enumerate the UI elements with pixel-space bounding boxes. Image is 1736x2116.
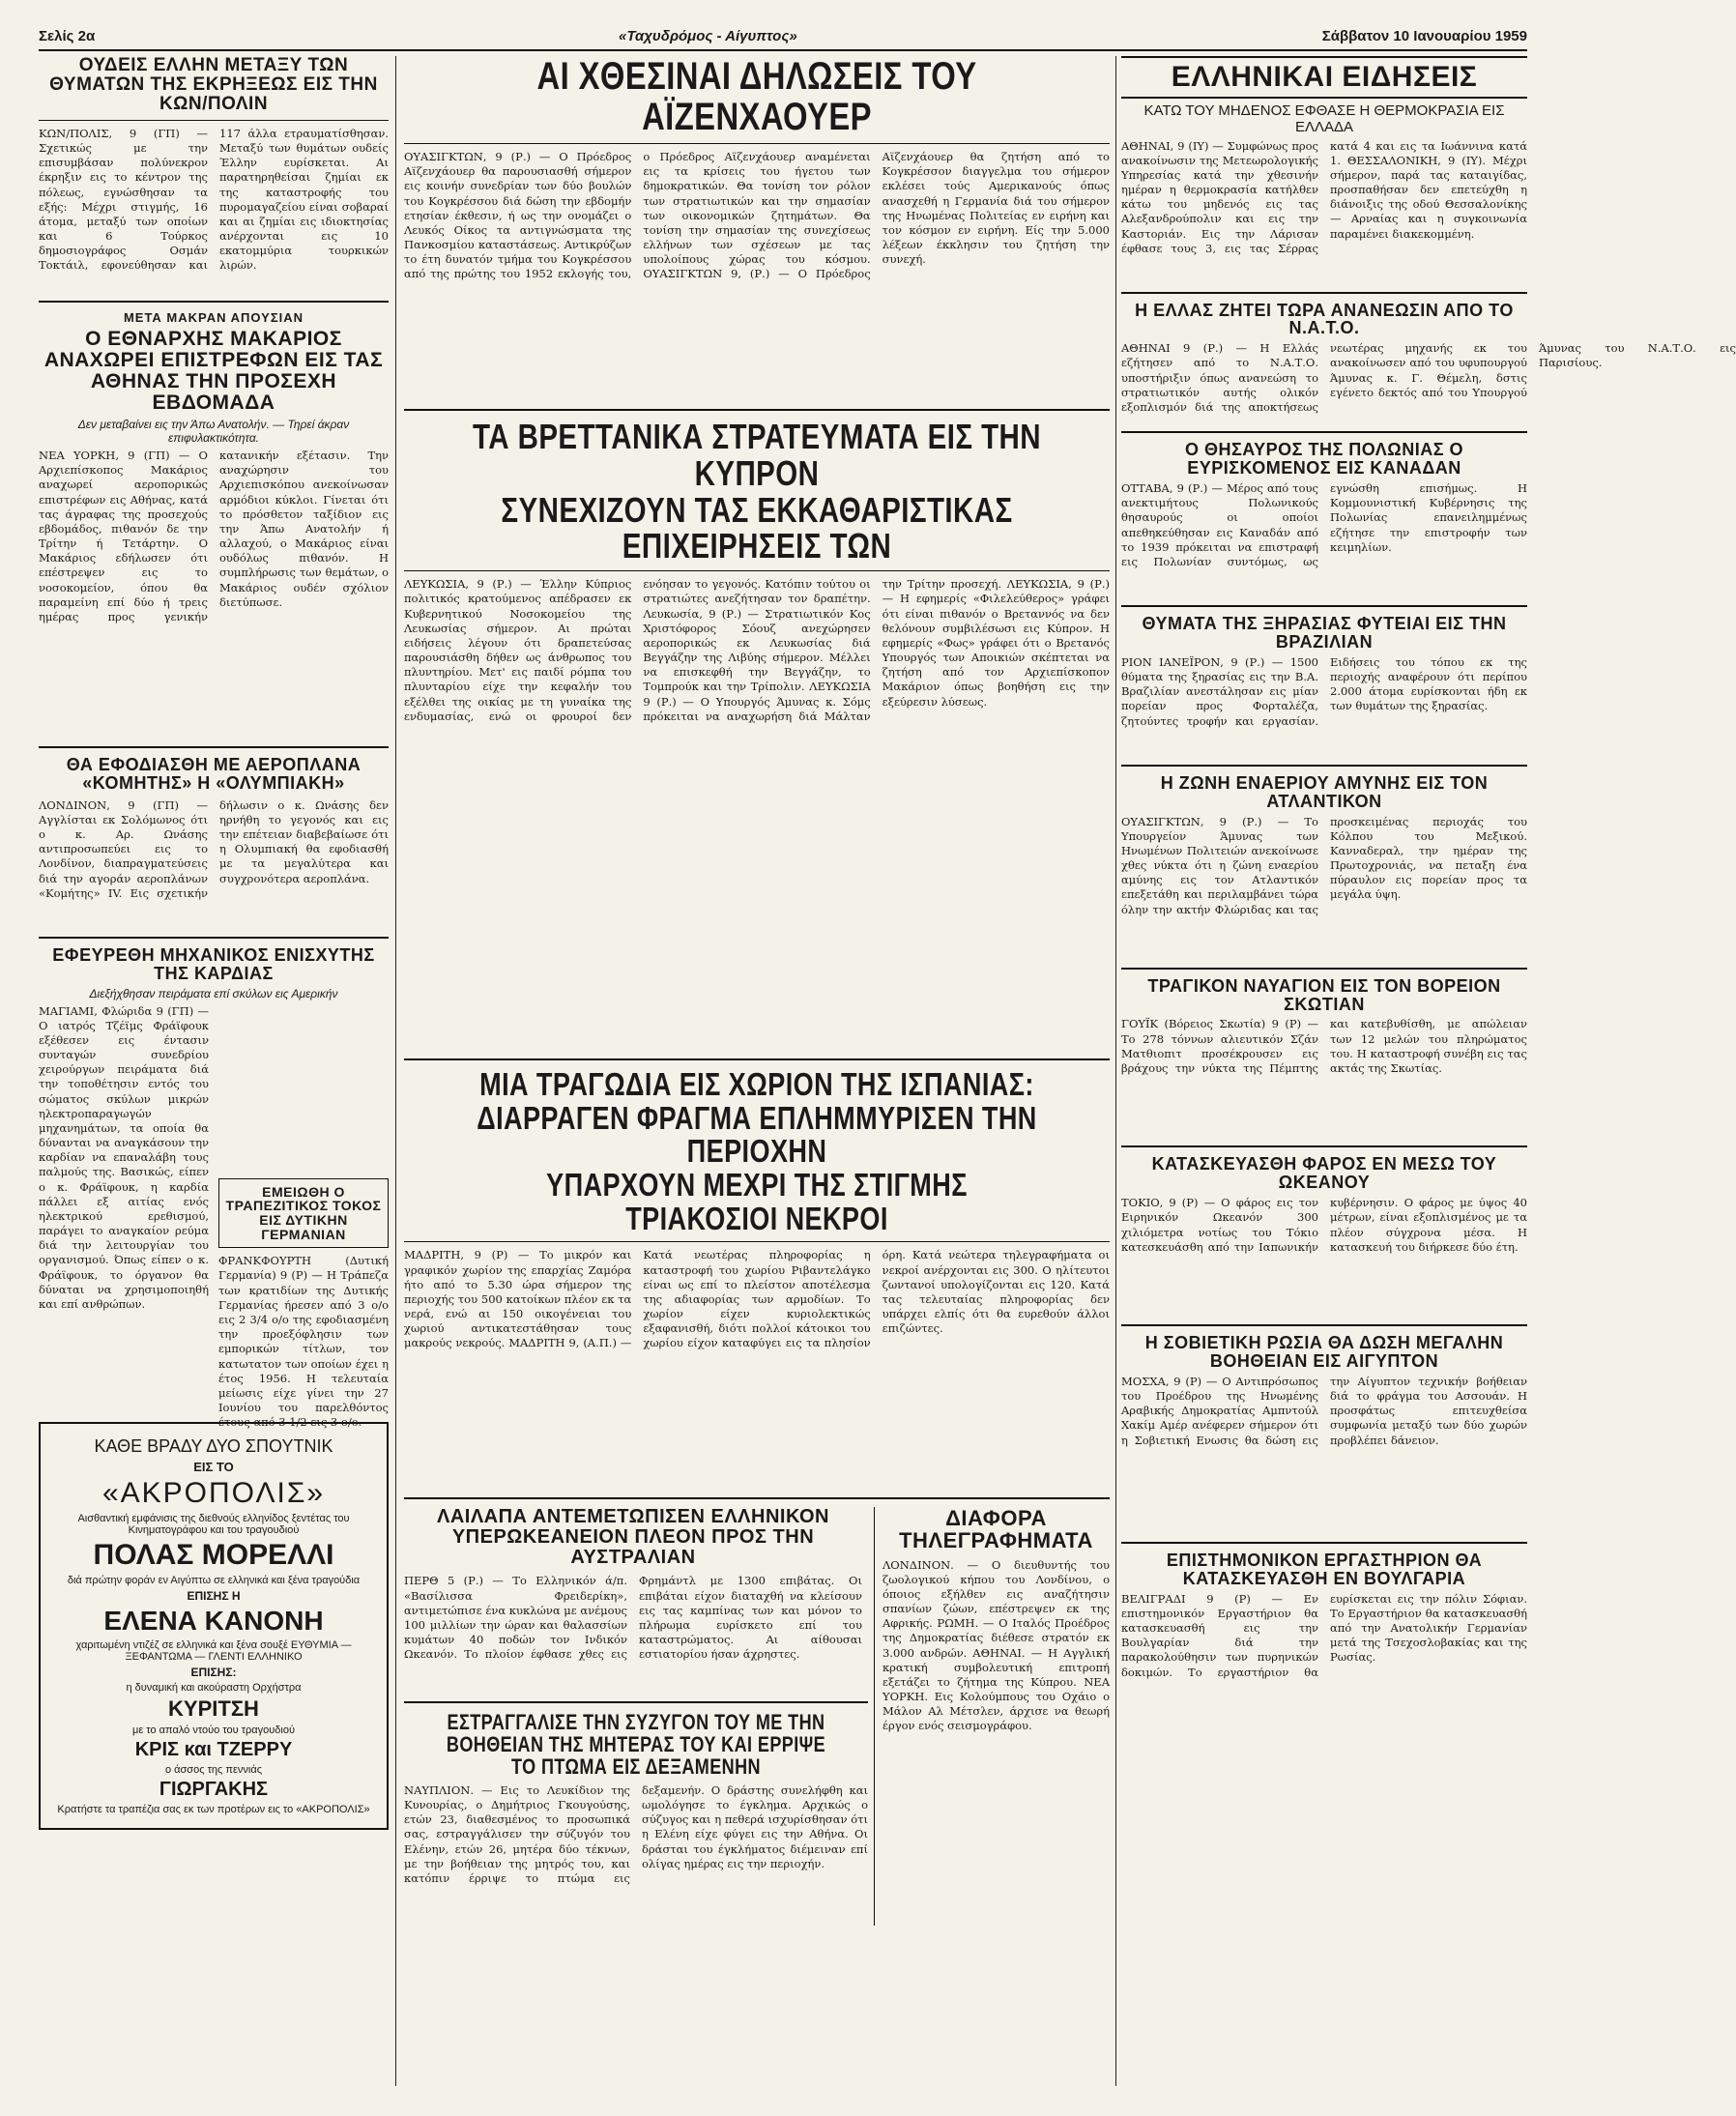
newspaper-name: «Ταχυδρόμος - Αίγυπτος» (619, 28, 797, 44)
headline: ΔΙΑΡΡΑΓΕΝ ΦΡΑΓΜΑ ΕΠΛΗΜΜΥΡΙΣΕΝ ΤΗΝ ΠΕΡΙΟΧΗΝ (477, 1099, 1037, 1170)
article-body: ΠΕΡΘ 5 (Ρ.) — Το Ελληνικόν ά/π. «Βασίλισσα Φρειδερίκη», αντιμετώπισε ένα κυκλώνα με ανέμους 100 μιλλίων την ώραν και θαλασσίων κυμάτων 40 ποδών τον Ινδικόν Ωκεανόν. Το πλοίον έφθασε χθες εις Φρημάντλ με 1300 επιβάτας. Οι επιβάται είχον διαταχθή να κλείσουν εις τας καμπίνας των και μόνον το πλήρωμα ευρίσκετο επί του καταστρώματος. Αι αίθουσαι εστιατορίου ήσαν άχρηστες. (404, 1574, 862, 1662)
headline: ΕΣΤΡΑΓΓΑΛΙΣΕ ΤΗΝ ΣΥΖΥΓΟΝ ΤΟΥ ΜΕ ΤΗΝ ΒΟΗΘΕΙΑΝ ΤΗΣ ΜΗΤΕΡΑΣ ΤΟΥ ΚΑΙ ΕΡΡΙΨΕ ΤΟ ΠΤΩΜΑ ΕΙΣ ΔΕΞΑΜΕΝΗΝ (446, 1709, 826, 1779)
article-nato (1121, 300, 1736, 424)
ad-line: ΕΙΣ ΤΟ (193, 1459, 234, 1474)
article-atlantic-defense (1121, 774, 1527, 960)
article-makarios (39, 310, 389, 739)
headline: ΤΑ ΒΡΕΤΤΑΝΙΚΑ ΣΤΡΑΤΕΥΜΑΤΑ ΕΙΣ ΤΗΝ ΚΥΠΡΟΝ (473, 417, 1041, 493)
subheadline: ΚΑΤΩ ΤΟΥ ΜΗΔΕΝΟΣ ΕΦΘΑΣΕ Η ΘΕΡΜΟΚΡΑΣΙΑ ΕΙΣ ΕΛΛΑΔΑ (1143, 101, 1505, 135)
article-body: ΤΟΚΙΟ, 9 (Ρ) — Ο φάρος εις τον Ειρηνικόν Ωκεανόν 300 χιλιόμετρα νοτίως του Τόκιο κατεσκευάσθη από την Ιαπωνικήν κυβέρνησιν. Ο φάρος με ύψος 40 μέτρων, είναι εξοπλισμένος με τα πλέον σύγχρονα μέσα. Η κατασκευή του διήρκεσε δύο έτη. (1121, 1196, 1527, 1254)
ad-performer: ΚΡΙΣ και ΤΖΕΡΡΥ (134, 1738, 293, 1760)
ad-performer: ΓΙΩΡΓΑΚΗΣ (159, 1778, 269, 1800)
ad-line: με το απαλό ντούο του τραγουδιού (132, 1724, 295, 1736)
article-misc-wires (874, 1507, 1110, 1925)
masthead (39, 24, 1527, 51)
ad-line: Αισθαντική εμφάνισις της διεθνούς ελληνίδος ξεντέτας του Κινηματογράφου και του τραγουδιού (77, 1512, 350, 1536)
article-body: ΟΤΤΑΒΑ, 9 (Ρ.) — Μέρος από τους ανεκτιμήτους Πολωνικούς θησαυρούς οι οποίοι απεθηκεύθησαν εις Καναδάν από το 1939 πρόκειται να επιστραφή εις Πολωνίαν συντόμως, ως εγνώσθη επισήμως. Η Κομμουνιστική Κυβέρνησις της Πολωνίας επανειλημμένως εζήτησε την επιστροφήν των κειμηλίων. (1121, 481, 1527, 568)
article-body: ΑΘΗΝΑΙ 9 (Ρ.) — Η Ελλάς εζήτησεν από το Ν.Α.Τ.Ο. υποστήριξιν όπως ανανεώση το στρατιωτικόν αυτής ολικόν εξοπλισμόν διά της αποκτήσεως νεωτέρας μηχανής εκ του ανακοίνωσεν από του υφυπουργού Άμυνας κ. Γ. Θέμελη, δστις εγένετο δεκτός από του Υπουργού Άμυνας του Ν.Α.Τ.Ο. εις Παρισίους. (1121, 341, 1736, 414)
article-polish-treasure (1121, 441, 1527, 597)
article-eisenhower (404, 56, 1110, 401)
article-shipwreck (1121, 977, 1527, 1139)
headline: ΜΙΑ ΤΡΑΓΩΔΙΑ ΕΙΣ ΧΩΡΙΟΝ ΤΗΣ ΙΣΠΑΝΙΑΣ: (479, 1066, 1034, 1103)
article-body: ΟΥΑΣΙΓΚΤΩΝ, 9 (Ρ.) — Ο Πρόεδρος Αϊζενχάουερ θα παρουσιασθή σήμερον εις κοινήν συνεδρίαν των δύο βουλών του Κογκρέσσου διά δώση την εβδομήν ετησίαν έκθεσιν, ή ως την ονομάζει ο Λευκός Οίκος τα αντιγνώσματα της Πανκοσμίου καταστάσεως. Αντικρύζων το έτη δυνατόν τμήμα του Κογκρέσσου από της πρώτης του 1952 εκλογής του, ο Πρόεδρος Αϊζενχάουερ αναμένεται εις τα κρίσεις του ήγετου των δημοκρατικών. Θα τονίση τον ρόλον των στρατιωτικών και την σημασίαν των οικονομικών ζητημάτων. Θα τονίση την σημασίαν της συνεχίσεως ελλήνων των σχέσεων με τας υπολοίπους χώρας του κόσμου. ΟΥΑΣΙΓΚΤΩΝ 9, (Ρ.) — Ο Πρόεδρος Αϊζενχάουερ θα ζητήση από το Κογκρέσσον διαγγελμα του σήμερον εκλέσει τούς Αμερικανούς όπως ανασχεθή η Γερμανία διά του σήμερον της Ηνωμένας Πολιτείας εν ειρήνη και τον κόσμον εν ειρήνη. Είς την 5.000 λέξεων έκκλησιν του ζητήση την συνεχή. (404, 150, 1110, 281)
article-greek-news (1121, 56, 1527, 284)
headline: ΚΑΤΑΣΚΕΥΑΣΘΗ ΦΑΡΟΣ ΕΝ ΜΕΣΩ ΤΟΥ ΩΚΕΑΝΟΥ (1151, 1154, 1497, 1193)
subheadline: Δεν μεταβαίνει εις την Άπω Ανατολήν. — Τηρεί άκραν επιφυλακτικότητα. (77, 418, 350, 445)
headline: ΣΥΝΕΧΙΖΟΥΝ ΤΑΣ ΕΚΚΑΘΑΡΙΣΤΙΚΑΣ ΕΠΙΧΕΙΡΗΣΕΙΣ ΤΩΝ (501, 489, 1013, 566)
ad-line: ΕΠΙΣΗΣ: (190, 1665, 237, 1679)
article-body: ΡΙΟΝ ΙΑΝΕΪΡΟΝ, 9 (Ρ.) — 1500 θύματα της ξηρασίας εις την Β.Α. Βραζιλίαν ανεστάλησαν εις μίαν πορείαν προς Φορταλέζα, ζητούντες τροφήν και εργασίαν. Ειδήσεις του τόπου εκ της περιοχής αναφέρουν ότι περίπου 2.000 άτομα ευρίσκονται ήδη εκ των θυμάτων της ξηρασίας. (1121, 654, 1527, 728)
headline: ΘΥΜΑΤΑ ΤΗΣ ΞΗΡΑΣΙΑΣ ΦΥΤΕΙΑΙ ΕΙΣ ΤΗΝ ΒΡΑΖΙΛΙΑΝ (1142, 614, 1507, 652)
ad-line: διά πρώτην φοράν εν Αιγύπτω σε ελληνικά και ξένα τραγούδια (67, 1574, 361, 1586)
column-center (404, 56, 1110, 1996)
headline: ΕΠΙΣΤΗΜΟΝΙΚΟΝ ΕΡΓΑΣΤΗΡΙΟΝ ΘΑ ΚΑΤΑΣΚΕΥΑΣΘΗ ΕΝ ΒΟΥΛΓΑΡΙΑ (1166, 1550, 1483, 1588)
headline: ΤΡΑΓΙΚΟΝ ΝΑΥΑΓΙΟΝ ΕΙΣ ΤΟΝ ΒΟΡΕΙΟΝ ΣΚΩΤΙΑΝ (1147, 975, 1501, 1014)
headline: ΛΑΙΛΑΠΑ ΑΝΤΕΜΕΤΩΠΙΣΕΝ ΕΛΛΗΝΙΚΟΝ ΥΠΕΡΩΚΕΑΝΕΙΟΝ ΠΛΕΟΝ ΠΡΟΣ ΤΗΝ ΑΥΣΤΡΑΛΙΑΝ (436, 1506, 829, 1569)
headline: ΕΜΕΙΩΘΗ Ο ΤΡΑΠΕΖΙΤΙΚΟΣ ΤΟΚΟΣ ΕΙΣ ΔΥΤΙΚΗΝ ΓΕΡΜΑΝΙΑΝ (225, 1183, 382, 1242)
article-lighthouse (1121, 1155, 1527, 1317)
article-body: ΝΑΥΠΛΙΟΝ. — Εις το Λευκίδιον της Κυνουρίας, ο Δημήτριος Γκουγούσης, ετών 23, διαθεσμένος το προσωπικά σας, εστραγγάλισεν την σύζυγόν του Ελένην, ετών 26, μητέρα δύο τέκνων, με την βοήθειαν της μητρός του, και κατόπιν έρριψε το πτώμα εις δεξαμενήν. Ο δράστης συνελήφθη και ωμολόγησε το έγκλημα. Αρχικώς ο σύζυγος και η πεθερά ισχυρίσθησαν ότι η Ελένη είχε φύγει εις την Αθήνα. Οι δράσται του έγκλήματος διέμειναν επί ολίγας ημέρας εις την περιοχήν. (404, 1783, 868, 1885)
headline: Ο ΕΘΝΑΡΧΗΣ ΜΑΚΑΡΙΟΣ ΑΝΑΧΩΡΕΙ ΕΠΙΣΤΡΕΦΩΝ ΕΙΣ ΤΑΣ ΑΘΗΝΑΣ ΤΗΝ ΠΡΟΣΕΧΗ ΕΒΔΟΜΑΔΑ (43, 327, 384, 414)
column-divider (1115, 56, 1116, 2086)
article-body: ΛΕΥΚΩΣΙΑ, 9 (Ρ.) — Έλλην Κύπριος πολιτικός κρατούμενος απέδρασεν εκ Κυβερνητικού Νοσοκομείου της Λευκωσίας σήμερον. Αι πρώται ειδήσεις λέγουν ότι δραπετεύσας παρουσιάσθη δήθεν ως άνθρωπος του πλυντηρίου. Μετ' εις παιδί ρόμπα του πλυνταρίου είχε την κεφαλήν του εξέλθει της οικίας με τη γυναίκα της ενδυμασίας, ενώ οι φρουροί δεν ενόησαν το γεγονός. Κατόπιν τούτου οι στρατιώτες ανεζήτησαν τον δραπέτην. Λευκωσία, 9 (Ρ.) — Στρατιωτικόν Κος Χριστόφορος Σόουζ ανεχώρησεν αεροπορικώς εκ Λευκωσίας διά Βεγγάζην της Λιβύης σήμερον. Μέλλει να επισκεφθή την Βεγγάζην, το Τομπρούκ και την Τρίπολιν. ΛΕΥΚΩΣΙΑ 9 (Ρ.) — Ο Υπουργός Άμυνας κ. Σόμς πρόκειται να αναχωρήση διά Μάλταν την Τρίτην προσεχή. ΛΕΥΚΩΣΙΑ, 9 (Ρ.) — Η εφημερίς «Φιλελεύθερος» γράφει ότι είναι πιθανόν ο Βρεταννός να δεν θελόνουν συμβιλέσωσι εις Κύπρον. Η εφημερίς «Φως» γράφει ότι ο Βρετανός Υπουργός των Αποικιών σκέπτεται να ζητήση από τον Αρχιεπίσκοπον Μακάριον όπως βοηθήση εις την εξεύρεσιν λύσεως. (404, 577, 1110, 723)
advertisement-akropolis (39, 1422, 389, 1830)
ad-line: ΚΑΘΕ ΒΡΑΔΥ ΔΥΟ ΣΠΟΥΤΝΙΚ (94, 1435, 333, 1456)
kicker: ΜΕΤΑ ΜΑΚΡΑΝ ΑΠΟΥΣΙΑΝ (123, 309, 304, 325)
headline: ΕΦΕΥΡΕΘΗ ΜΗΧΑΝΙΚΟΣ ΕΝΙΣΧΥΤΗΣ ΤΗΣ ΚΑΡΔΙΑΣ (52, 944, 375, 983)
headline: Η ΕΛΛΑΣ ΖΗΤΕΙ ΤΩΡΑ ΑΝΑΝΕΩΣΙΝ ΑΠΟ ΤΟ Ν.Α.Τ.Ο. (1135, 300, 1514, 338)
ad-performer: ΕΛΕΝΑ ΚΑΝΟΝΗ (103, 1605, 324, 1636)
headline: ΔΙΑΦΟΡΑ ΤΗΛΕΓΡΑΦΗΜΑΤΑ (899, 1506, 1093, 1553)
headline: ΘΑ ΕΦΟΔΙΑΣΘΗ ΜΕ ΑΕΡΟΠΛΑΝΑ «ΚΟΜΗΤΗΣ» Η «ΟΛΥΜΠΙΑΚΗ» (66, 755, 362, 793)
headline: Ο ΘΗΣΑΥΡΟΣ ΤΗΣ ΠΟΛΩΝΙΑΣ Ο ΕΥΡΙΣΚΟΜΕΝΟΣ ΕΙΣ ΚΑΝΑΔΑΝ (1184, 440, 1464, 478)
headline: Η ΣΟΒΙΕΤΙΚΗ ΡΩΣΙΑ ΘΑ ΔΩΣΗ ΜΕΓΑΛΗΝ ΒΟΗΘΕΙΑΝ ΕΙΣ ΑΙΓΥΠΤΟΝ (1144, 1333, 1504, 1372)
article-body: ΚΩΝ/ΠΟΛΙΣ, 9 (ΓΠ) — Σχετικώς με την επισυμβάσαν πολύνεκρον έκρηξιν εις το κέντρον της πόλεως, εγνώσθησαν τα εξής: Μέχρι στιγμής, 16 άτομα, μεταξύ των οποίων και 6 Τούρκος δημοσιογράφος Οσμάν Τοκτάιλ, εφονεύθησαν και 117 άλλα ετραυματίσθησαν. Μεταξύ των θυμάτων ουδείς Έλλην ευρίσκεται. Αι παρατηρηθείσαι ζημίαι εκ της καταστροφής του πυρομαγαζείου είναι σοβαραί και αι ζημίαι εις ιδιοκτησίας ανέρχονται εις 10 εκατομμύρια τουρκικών λιρών. (39, 126, 389, 273)
column-left (39, 56, 389, 1830)
article-spain-dam (404, 1068, 1110, 1490)
ad-venue: «ΑΚΡΟΠΟΛΙΣ» (101, 1476, 326, 1509)
ad-line: ΕΠΙΣΗΣ Η (187, 1588, 241, 1603)
issue-date: Σάββατον 10 Ιανουαρίου 1959 (1321, 28, 1527, 44)
ad-performer: ΠΟΛΑΣ ΜΟΡΕΛΛΙ (93, 1538, 334, 1571)
column-right (1121, 56, 1736, 1761)
column-divider (395, 56, 396, 2086)
article-body: ΛΟΝΔΙΝΟΝ, 9 (ΓΠ) — Αγγλίσται εκ Σολόμωνος ότι ο κ. Αρ. Ωνάσης αντιπροσωπεύει εις το Λονδίνον, διαπραγματεύσεις διά την αγοράν αεροπλάνων «Κομήτης» IV. Εις σχετικήν δήλωσιν ο κ. Ωνάσης δεν ηρνήθη το γεγονός και εις την επέτειαν διαβεβαίωσε ότι η Ολυμπιακή θα εφοδιασθή με τα μεγαλύτερα και συγχρονότερα αεροπλάνα. (39, 797, 389, 900)
article-soviet-aid (1121, 1334, 1527, 1534)
section-title: ΕΛΛΗΝΙΚΑΙ ΕΙΔΗΣΕΙΣ (1171, 61, 1478, 93)
ad-line: χαριτωμένη ντιζέζ σε ελληνικά και ξένα σουξέ ΕΥΘΥΜΙΑ — ΞΕΦΑΝΤΩΜΑ — ΓΛΕΝΤΙ ΕΛΛΗΝΙΚΟ (75, 1638, 352, 1663)
inset-box (218, 1178, 389, 1249)
article-heart (39, 944, 389, 1430)
article-body: ΜΟΣΧΑ, 9 (Ρ) — Ο Αντιπρόσωπος του Προέδρου της Ηνωμένης Αραβικής Δημοκρατίας Αμπντούλ Χακίμ Αμέρ ανέφερεν σήμερον ότι η Σοβιετική Ενωσις θα δώση εις την Αίγυπτον τεχνικήν βοήθειαν διά το φράγμα του Ασσουάν. Η προσφάτως επιτευχθείσα συμφωνία μεταξύ των δύο χωρών προβλέπει δάνειον. (1121, 1374, 1527, 1447)
article-cyprus (404, 419, 1110, 1051)
headline: ΥΠΑΡΧΟΥΝ ΜΕΧΡΙ ΤΗΣ ΣΤΙΓΜΗΣ ΤΡΙΑΚΟΣΙΟΙ ΝΕΚΡΟΙ (546, 1167, 968, 1236)
article-body: ΒΕΛΙΓΡΑΔΙ 9 (Ρ) — Εν επιστημονικόν Εργαστήριον θα κατασκευασθή εις την Βουλγαρίαν διά την παρακολούθησιν των πυρηνικών δοκιμών. Το εργαστήριον θα ευρίσκεται εις την πόλιν Σόφιαν. Το Εργαστήριον θα κατασκευασθή από την Ανατολικήν Γερμανίαν μετά της Τσεχοσλοβακίας και της Ρωσίας. (1121, 1591, 1527, 1679)
article-body: ΛΟΝΔΙΝΟΝ. — Ο διευθυντής του ζωολογικού κήπου του Λονδίνου, ο όποιος εξήλθεν εις αναζήτησιν σπανίων ζώων, επέστρεψεν εκ της Αφρικής. ΡΩΜΗ. — Ο Ιταλός Προέδρος της Δημοκρατίας διέθεσε στρατόν εκ 3.000 ανδρών. ΑΘΗΝΑΙ. — Η Αγγλική κρατική συμβολευτική επιτροπή εξετάζει το ζήτημα της Κύπρου. ΝΕΑ ΥΟΡΚΗ. Εις Κολούμπους του Οχάιο ο Μάλον Αλ Μέτσλεν, άρχισε να θεωρή έργον ενός σεισμογράφου. (882, 1557, 1110, 1733)
ad-line: Κρατήστε τα τραπέζια σας εκ των προτέρων εις το «ΑΚΡΟΠΟΛΙΣ» (57, 1803, 370, 1815)
article-body: ΦΡΑΝΚΦΟΥΡΤΗ (Δυτική Γερμανία) 9 (Ρ) — Η Τράπεζα των κρατιδίων της Δυτικής Γερμανίας ήρεσεν από 3 ο/ο εις 2 3/4 ο/ο της εφοδιασμένη την προεξόφλησιν των εμπορικών τίτλων, τον κατωτατον των οποίων έχει η έτος 1956. Η τελευταία μείωσις είχε γίνει την 27 Ιουνίου του παρελθόντος έτους από 3 1/2 εις 3 ο/ο. (218, 1254, 389, 1430)
subheadline: Διεξήχθησαν πειράματα επί σκύλων εις Αμερικήν (89, 986, 338, 1000)
article-explosion (39, 56, 389, 293)
headline: ΟΥΔΕΙΣ ΕΛΛΗΝ ΜΕΤΑΞΥ ΤΩΝ ΘΥΜΑΤΩΝ ΤΗΣ ΕΚΡΗΞΕΩΣ ΕΙΣ ΤΗΝ ΚΩΝ/ΠΟΛΙΝ (49, 55, 378, 114)
article-brazil-drought (1121, 615, 1527, 757)
article-body: ΓΟΥΪΚ (Βόρειος Σκωτία) 9 (Ρ) — Το 278 τόννων αλιευτικόν Σζάν Ματθιοπιτ προσέκρουσεν εις βράχους την νύκτα της Πέμπτης και κατεβυθίσθη, με απώλειαν των 12 μελών του πληρώματος του. Η καταστροφή συνέβη εις τας ακτάς της Σκωτίας. (1121, 1017, 1527, 1075)
page-number: Σελίς 2α (39, 28, 96, 44)
article-body: ΝΕΑ ΥΟΡΚΗ, 9 (ΓΠ) — Ο Αρχιεπίσκοπος Μακάριος αναχωρεί αεροπορικώς επιστρέφων εις Αθήνας, κατά τας άγραφας της προσεχούς εβδομάδος, πιθανόν δε την Τρίτην ή Τετάρτην. Ο Μακάριος εδήλωσεν ότι επέστρεψεν εις το νοσοκομείον, όπου θα παραμείνη επί δύο ή τρεις ημέρας προς γενικήν κατανικήν εξέτασιν. Την αναχώρησιν του Αρχιεπισκόπου ανεκοίνωσαν αρμόδιοι κύκλοι. Γίνεται ότι το πρόσθετον ταξίδιον εις την Άπω Ανατολήν ή αλλαχού, ο Μακάριος είναι ουδόλως πιθανόν. Η συμπλήρωσις των θεμάτων, ο Μακάριος ουδέν σχόλιον διετύπωσε. (39, 449, 389, 623)
headline: Η ΖΩΝΗ ΕΝΑΕΡΙΟΥ ΑΜΥΝΗΣ ΕΙΣ ΤΟΝ ΑΤΛΑΝΤΙΚΟΝ (1160, 772, 1489, 811)
ad-line: ο άσσος της πεννιάς (164, 1763, 262, 1776)
article-body: ΑΘΗΝΑΙ, 9 (ΙΥ) — Συμφώνως προς ανακοίνωσιν της Μετεωρολογικής Υπηρεσίας κατά την χθεσινήν ημέραν η θερμοκρασία κατήλθεν κάτω του μηδενός εις τας Αλεξανδρούπολιν και εις την Καστοριάν. Εις την Λάρισαν έφθασε τους 3, εις τας Σέρρας κατά 4 και εις τα Ιωάννινα κατά 1. ΘΕΣΣΑΛΟΝΙΚΗ, 9 (ΙΥ). Μέχρι σήμερον, παρά τας καταιγίδας, προσπαθήσαν δεν επετεύχθη η διάνοιξις της οδού Θεσσαλονίκης — Αρναίας και η συγκοινωνία παραμένει διακεκομμένη. (1121, 138, 1527, 255)
article-body: ΟΥΑΣΙΓΚΤΩΝ, 9 (Ρ.) — Το Υπουργείον Άμυνας των Ηνωμένων Πολιτειών ανεκοίνωσε χθες νύκτα ότι η ζώνη εναερίου αμύνης εις τον Ατλαντικόν επεξετάθη και περιλαμβάνει τώρα όλην την ακτήν Φλώριδας και τας προσκειμένας περιοχάς του Κόλπου του Μεξικού. Κανναδεραλ, την ημέραν της Πρωτοχρονιάς, να πεταξη ένα πύραυλον εις πορείαν προς τα μεγάλα ύψη. (1121, 814, 1527, 916)
ad-performer: ΚΥΡΙΤΣΗ (168, 1696, 259, 1721)
article-bulgaria-lab (1121, 1551, 1527, 1761)
article-olympic (39, 756, 389, 929)
ad-line: η δυναμική και ακούραστη Ορχήστρα (126, 1681, 302, 1694)
article-body: ΜΑΔΡΙΤΗ, 9 (Ρ) — Το μικρόν και γραφικόν χωρίον της επαρχίας Ζαμόρα ήτο από το 5.30 ώρα σήμερον της περιοχής του 500 κατοίκων πλέον εκ τα νερά, ενώ αι 150 οικογένειαι του χωριού αντικατεστάθησαν τους μακρούς νεκρούς. ΜΑΔΡΙΤΗ 9, (Α.Π.) — Κατά νεωτέρας πληροφορίας η καταστροφή του χωρίου Ριβαντελάγκο είναι ως επί το πλείστον αποτέλεσμα της αδιαφορίας των αρμοδίων. Το χωρίον είχεν κυριολεκτικώς εξαφανισθή, διότι πολλοί κάτοικοι του χωρίου είχον καταφύγει εις τα πλησίον όρη. Κατά νεώτερα τηλεγραφήματα οι νεκροί ανέρχονται εις 300. Ο ηλίτευτοι ζωντανοί υπολογίζονται εις 120. Κατά τας τελευταίας πληροφορίας δεν υπάρχει ελπίς ότι θα ευρεθούν άλλοι επιζώντες. (404, 1248, 1110, 1350)
article-body: ΜΑΓΙΑΜΙ, Φλώριδα 9 (ΓΠ) — Ο ιατρός Τζέϊμς Φράϊφουκ εξέθεσεν εις έντασιν συνταγών συνεδρίου χειρούργων πειράματα διά την τοποθέτησιν εντός του σώματος σκύλων μικρών ηλεκτροπαραγωγών μηχανημάτων, τα οποία θα δύνανται να αναγκάσουν την καρδίαν να επαναλάβη τους παλμούς της. Βασικώς, είπεν ο κ. Φράϊφουκ, η καρδία πάλλει εξ αιτίας ενός ηλεκτρικού ερεθισμού, παράγει το αναγκαίον ρεύμα διά την λειτουργίαν του οργανισμού. Όπως είπεν ο κ. Φράϊφουκ, το όργανον θα δύναται να χρησιμοποιηθή και επί ανθρώπων. (39, 1003, 209, 1311)
headline: ΑΙ ΧΘΕΣΙΝΑΙ ΔΗΛΩΣΕΙΣ ΤΟΥ ΑΪΖΕΝΧΑΟΥΕΡ (536, 55, 977, 138)
